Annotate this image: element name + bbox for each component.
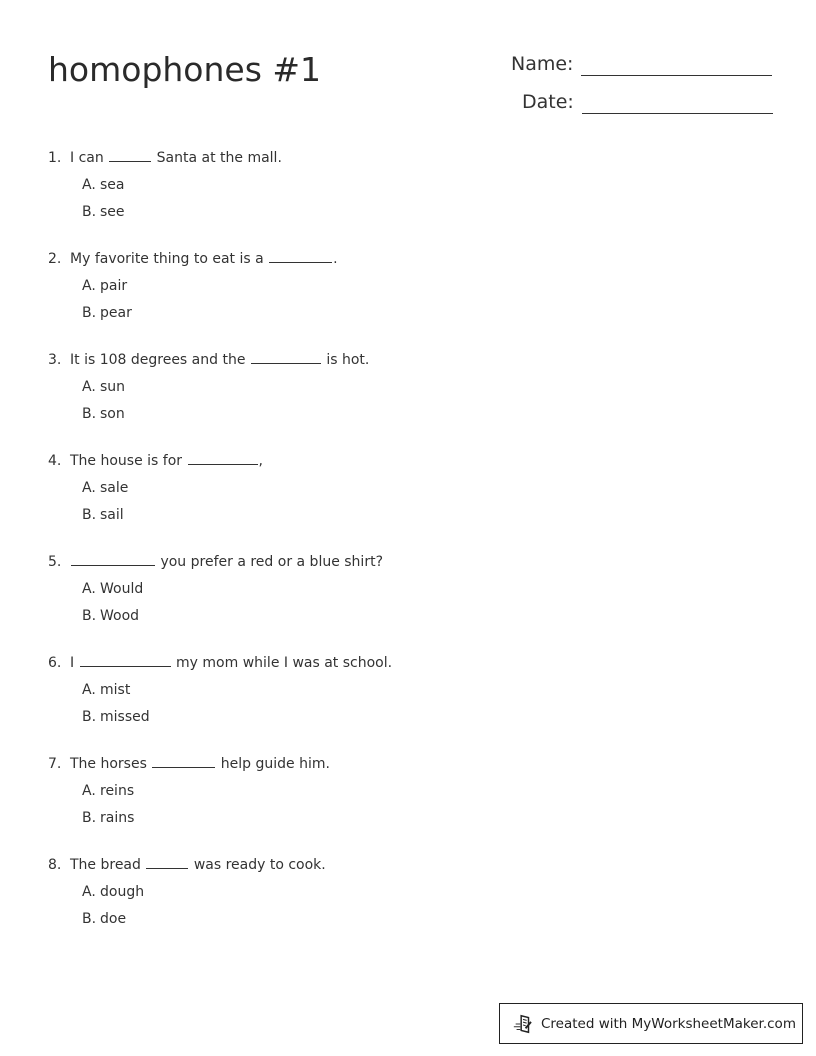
question-text-before: I (70, 655, 75, 671)
option-letter: B. (82, 305, 97, 321)
option-text: son (100, 406, 125, 422)
date-field[interactable] (522, 90, 773, 114)
question-number: 7. (48, 756, 62, 772)
worksheet-title: homophones #1 (48, 50, 322, 89)
question-item (48, 552, 748, 626)
question-number: 6. (48, 655, 62, 671)
question-text-after: my mom while I was at school. (176, 655, 393, 671)
question-text-before: My favorite thing to eat is a (70, 251, 264, 267)
question-text (48, 148, 748, 168)
question-text-before: I can (70, 150, 104, 166)
question-item (48, 148, 748, 222)
option-text: reins (100, 783, 135, 799)
answer-option[interactable] (82, 808, 748, 828)
answer-option[interactable] (82, 303, 748, 323)
answer-option[interactable] (82, 377, 748, 397)
question-text (48, 350, 748, 370)
question-text (48, 249, 748, 269)
question-text-after: Santa at the mall. (156, 150, 282, 166)
question-number: 1. (48, 150, 62, 166)
option-letter: B. (82, 608, 97, 624)
option-text: rains (100, 810, 135, 826)
option-letter: B. (82, 406, 97, 422)
question-text (48, 855, 748, 875)
option-text: sale (100, 480, 129, 496)
answer-option[interactable] (82, 606, 748, 626)
option-letter: B. (82, 507, 97, 523)
answer-blank[interactable] (71, 552, 155, 566)
question-number: 4. (48, 453, 62, 469)
answer-option[interactable] (82, 707, 748, 727)
option-text: Wood (100, 608, 140, 624)
question-text-before: The house is for (70, 453, 183, 469)
footer-badge (499, 1003, 803, 1044)
option-text: doe (100, 911, 127, 927)
question-text-after: is hot. (326, 352, 370, 368)
answer-option[interactable] (82, 781, 748, 801)
option-text: pear (100, 305, 132, 321)
option-letter: A. (82, 581, 96, 597)
question-text-after: help guide him. (220, 756, 330, 772)
question-number: 8. (48, 857, 62, 873)
question-text-after: , (258, 453, 263, 469)
question-item (48, 754, 748, 828)
answer-option[interactable] (82, 882, 748, 902)
answer-option[interactable] (82, 909, 748, 929)
option-text: see (100, 204, 125, 220)
document-pen-icon (512, 1013, 534, 1035)
option-letter: A. (82, 884, 96, 900)
option-text: sea (100, 177, 125, 193)
option-letter: B. (82, 911, 97, 927)
question-item (48, 249, 748, 323)
question-text-before: The horses (70, 756, 147, 772)
option-letter: A. (82, 480, 96, 496)
question-item (48, 653, 748, 727)
question-text (48, 754, 748, 774)
footer-text: Created with MyWorksheetMaker.com (541, 1015, 796, 1032)
name-field[interactable] (511, 52, 772, 76)
answer-option[interactable] (82, 404, 748, 424)
name-line[interactable] (581, 53, 772, 76)
answer-blank[interactable] (80, 653, 171, 667)
question-number: 3. (48, 352, 62, 368)
option-letter: B. (82, 204, 97, 220)
option-letter: A. (82, 379, 96, 395)
answer-option[interactable] (82, 478, 748, 498)
question-number: 2. (48, 251, 62, 267)
option-letter: A. (82, 783, 96, 799)
question-item (48, 855, 748, 929)
date-label: Date: (522, 91, 574, 113)
question-text-before: It is 108 degrees and the (70, 352, 246, 368)
answer-blank[interactable] (251, 350, 321, 364)
option-letter: A. (82, 278, 96, 294)
option-letter: A. (82, 177, 96, 193)
question-text-after: . (333, 251, 338, 267)
question-text (48, 552, 748, 572)
answer-blank[interactable] (269, 249, 332, 263)
question-text-after: was ready to cook. (193, 857, 326, 873)
date-line[interactable] (582, 91, 773, 114)
option-letter: A. (82, 682, 96, 698)
answer-blank[interactable] (109, 148, 151, 162)
option-text: mist (100, 682, 131, 698)
option-letter: B. (82, 810, 97, 826)
question-item (48, 350, 748, 424)
answer-option[interactable] (82, 202, 748, 222)
answer-blank[interactable] (146, 855, 188, 869)
answer-option[interactable] (82, 276, 748, 296)
question-text-after: you prefer a red or a blue shirt? (160, 554, 383, 570)
option-text: pair (100, 278, 128, 294)
question-number: 5. (48, 554, 62, 570)
answer-option[interactable] (82, 505, 748, 525)
option-text: sun (100, 379, 126, 395)
option-letter: B. (82, 709, 97, 725)
question-text (48, 451, 748, 471)
answer-option[interactable] (82, 175, 748, 195)
answer-blank[interactable] (152, 754, 215, 768)
option-text: sail (100, 507, 124, 523)
option-text: missed (100, 709, 150, 725)
question-text (48, 653, 748, 673)
option-text: dough (100, 884, 145, 900)
answer-option[interactable] (82, 680, 748, 700)
answer-blank[interactable] (188, 451, 258, 465)
question-text-before: The bread (70, 857, 141, 873)
question-item (48, 451, 748, 525)
name-label: Name: (511, 53, 574, 75)
option-text: Would (100, 581, 144, 597)
answer-option[interactable] (82, 579, 748, 599)
